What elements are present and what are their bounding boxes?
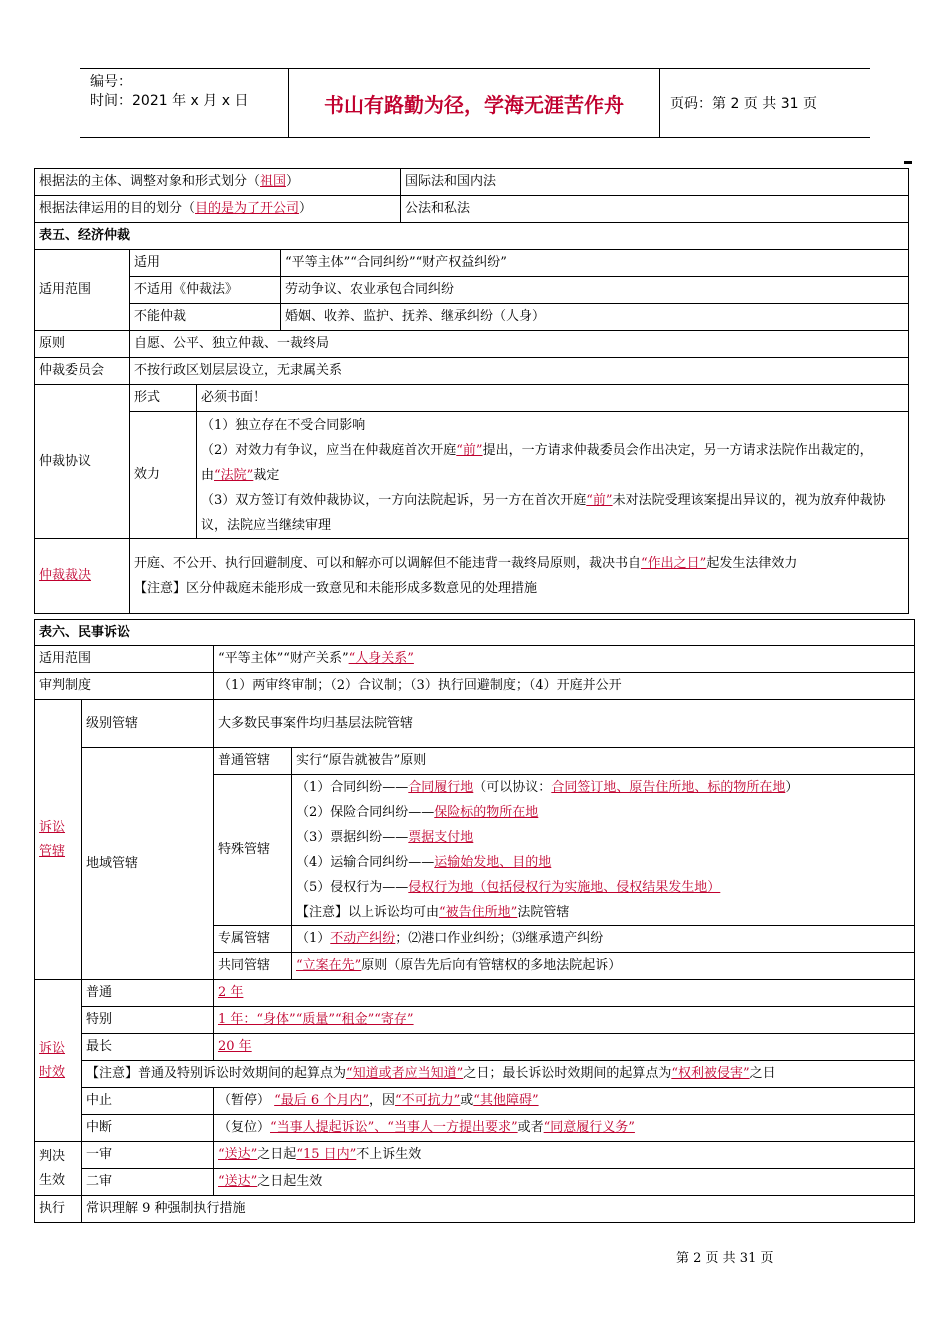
corner-mark xyxy=(904,161,912,164)
agreement-label: 仲裁协议 xyxy=(35,385,130,539)
award-line-1: 开庭、不公开、执行回避制度、可以和解亦可以调解但不能违背一裁终局原则，裁决书自“作出之日”起发生法律效力 xyxy=(134,556,798,571)
section-title-5: 表五、经济仲裁 xyxy=(35,223,909,250)
table-arbitration xyxy=(34,168,909,614)
special-line-4: （4）运输合同纠纷——运输始发地、目的地 xyxy=(296,855,552,870)
not-apply-label: 不适用《仲裁法》 xyxy=(130,277,281,304)
ordinary-jurisdiction-value: 实行“原告就被告”原则 xyxy=(292,748,915,775)
level-jurisdiction-value: 大多数民事案件均归基层法院管辖 xyxy=(214,700,915,748)
award-value xyxy=(130,539,909,614)
header-number: 编号： xyxy=(90,74,132,90)
header-motto: 书山有路勤为径，学海无涯苦作舟 xyxy=(289,69,660,137)
civil-scope-value: “平等主体”“财产关系”“人身关系” xyxy=(214,646,915,673)
row-classify-purpose: 根据法律运用的目的划分（目的是为了开公司） xyxy=(35,196,401,223)
effect-label: 效力 xyxy=(130,412,197,539)
special-line-6: 【注意】以上诉讼均可由“被告住所地”法院管辖 xyxy=(296,905,570,920)
second-instance-value: “送达”之日起生效 xyxy=(214,1169,915,1196)
general-limit-value: 2 年 xyxy=(214,980,915,1007)
first-instance-label: 一审 xyxy=(82,1142,214,1169)
level-jurisdiction-label: 级别管辖 xyxy=(82,700,214,748)
special-line-1: （1）合同纠纷——合同履行地（可以协议：合同签订地、原告住所地、标的物所在地） xyxy=(296,780,799,795)
special-jurisdiction-value xyxy=(292,775,915,926)
jurisdiction-label: 诉讼管辖 xyxy=(35,700,82,980)
joint-jurisdiction-label: 共同管辖 xyxy=(214,953,292,980)
exclusive-jurisdiction-label: 专属管辖 xyxy=(214,926,292,953)
general-limit-label: 普通 xyxy=(82,980,214,1007)
row-classify-subject: 根据法的主体、调整对象和形式划分（祖国） xyxy=(35,169,401,196)
classify-purpose-value: 公法和私法 xyxy=(401,196,909,223)
effect-line-1: （1）独立存在不受合同影响 xyxy=(201,417,366,433)
trial-label: 审判制度 xyxy=(35,673,214,700)
special-jurisdiction-label: 特殊管辖 xyxy=(214,775,292,926)
suspension-label: 中止 xyxy=(82,1088,214,1115)
cannot-value: 婚姻、收养、监护、抚养、继承纠纷（人身） xyxy=(281,304,909,331)
special-line-2: （2）保险合同纠纷——保险标的物所在地 xyxy=(296,805,539,820)
award-label: 仲裁裁决 xyxy=(35,539,130,614)
apply-label: 适用 xyxy=(130,250,281,277)
effect-line-3: （3）双方签订有效仲裁协议，一方向法院起诉，另一方在首次开庭“前”未对法院受理该案提出异议的，视为放弃仲裁协议，法院应当继续审理 xyxy=(201,492,886,533)
special-limit-label: 特别 xyxy=(82,1007,214,1034)
principle-value: 自愿、公平、独立仲裁、一裁终局 xyxy=(130,331,909,358)
second-instance-label: 二审 xyxy=(82,1169,214,1196)
apply-value: “平等主体”“合同纠纷”“财产权益纠纷” xyxy=(281,250,909,277)
section-title-6: 表六、民事诉讼 xyxy=(35,620,915,646)
scope-label: 适用范围 xyxy=(35,250,130,331)
trial-value: （1）两审终审制；（2）合议制；（3）执行回避制度；（4）开庭并公开 xyxy=(214,673,915,700)
header-time: 时间：2021 年 x 月 x 日 xyxy=(90,93,249,109)
limitation-note: 【注意】普通及特别诉讼时效期间的起算点为“知道或者应当知道”之日；最长诉讼时效期间的起算点为“权利被侵害”之日 xyxy=(82,1061,915,1088)
special-limit-value: 1 年：“身体”“质量”“租金”“寄存” xyxy=(214,1007,915,1034)
page-header xyxy=(80,68,870,138)
header-meta xyxy=(80,69,289,137)
special-line-5: （5）侵权行为——侵权行为地（包括侵权行为实施地、侵权结果发生地） xyxy=(296,880,721,895)
ordinary-jurisdiction-label: 普通管辖 xyxy=(214,748,292,775)
special-line-3: （3）票据纠纷——票据支付地 xyxy=(296,830,474,845)
joint-jurisdiction-value: “立案在先”原则（原告先后向有管辖权的多地法院起诉） xyxy=(292,953,915,980)
principle-label: 原则 xyxy=(35,331,130,358)
execution-value: 常识理解 9 种强制执行措施 xyxy=(82,1196,915,1223)
table-civil-litigation xyxy=(34,619,915,1223)
longest-limit-label: 最长 xyxy=(82,1034,214,1061)
form-value: 必须书面！ xyxy=(197,385,909,412)
judgment-label: 判决生效 xyxy=(35,1142,82,1196)
exclusive-jurisdiction-value: （1）不动产纠纷；⑵港口作业纠纷；⑶继承遗产纠纷 xyxy=(292,926,915,953)
not-apply-value: 劳动争议、农业承包合同纠纷 xyxy=(281,277,909,304)
interruption-value: （复位）“当事人提起诉讼”、“当事人一方提出要求”或者“同意履行义务” xyxy=(214,1115,915,1142)
effect-line-2: （2）对效力有争议，应当在仲裁庭首次开庭“前”提出，一方请求仲裁委员会作出决定，另一方请求法院作出裁定的，由“法院”裁定 xyxy=(201,442,873,483)
committee-value: 不按行政区划层层设立，无隶属关系 xyxy=(130,358,909,385)
effect-value xyxy=(197,412,909,539)
first-instance-value: “送达”之日起“15 日内”不上诉生效 xyxy=(214,1142,915,1169)
limitation-label: 诉讼时效 xyxy=(35,980,82,1142)
suspension-value: （暂停） “最后 6 个月内”，因“不可抗力”或“其他障碍” xyxy=(214,1088,915,1115)
execution-label: 执行 xyxy=(35,1196,82,1223)
interruption-label: 中断 xyxy=(82,1115,214,1142)
committee-label: 仲裁委员会 xyxy=(35,358,130,385)
award-note: 【注意】区分仲裁庭未能形成一致意见和未能形成多数意见的处理措施 xyxy=(134,581,538,596)
header-page-info: 页码：第 2 页 共 31 页 xyxy=(670,96,817,112)
page-footer: 第 2 页 共 31 页 xyxy=(676,1251,774,1266)
classify-subject-value: 国际法和国内法 xyxy=(401,169,909,196)
form-label: 形式 xyxy=(130,385,197,412)
regional-jurisdiction-label: 地域管辖 xyxy=(82,748,214,980)
longest-limit-value: 20 年 xyxy=(214,1034,915,1061)
cannot-label: 不能仲裁 xyxy=(130,304,281,331)
civil-scope-label: 适用范围 xyxy=(35,646,214,673)
